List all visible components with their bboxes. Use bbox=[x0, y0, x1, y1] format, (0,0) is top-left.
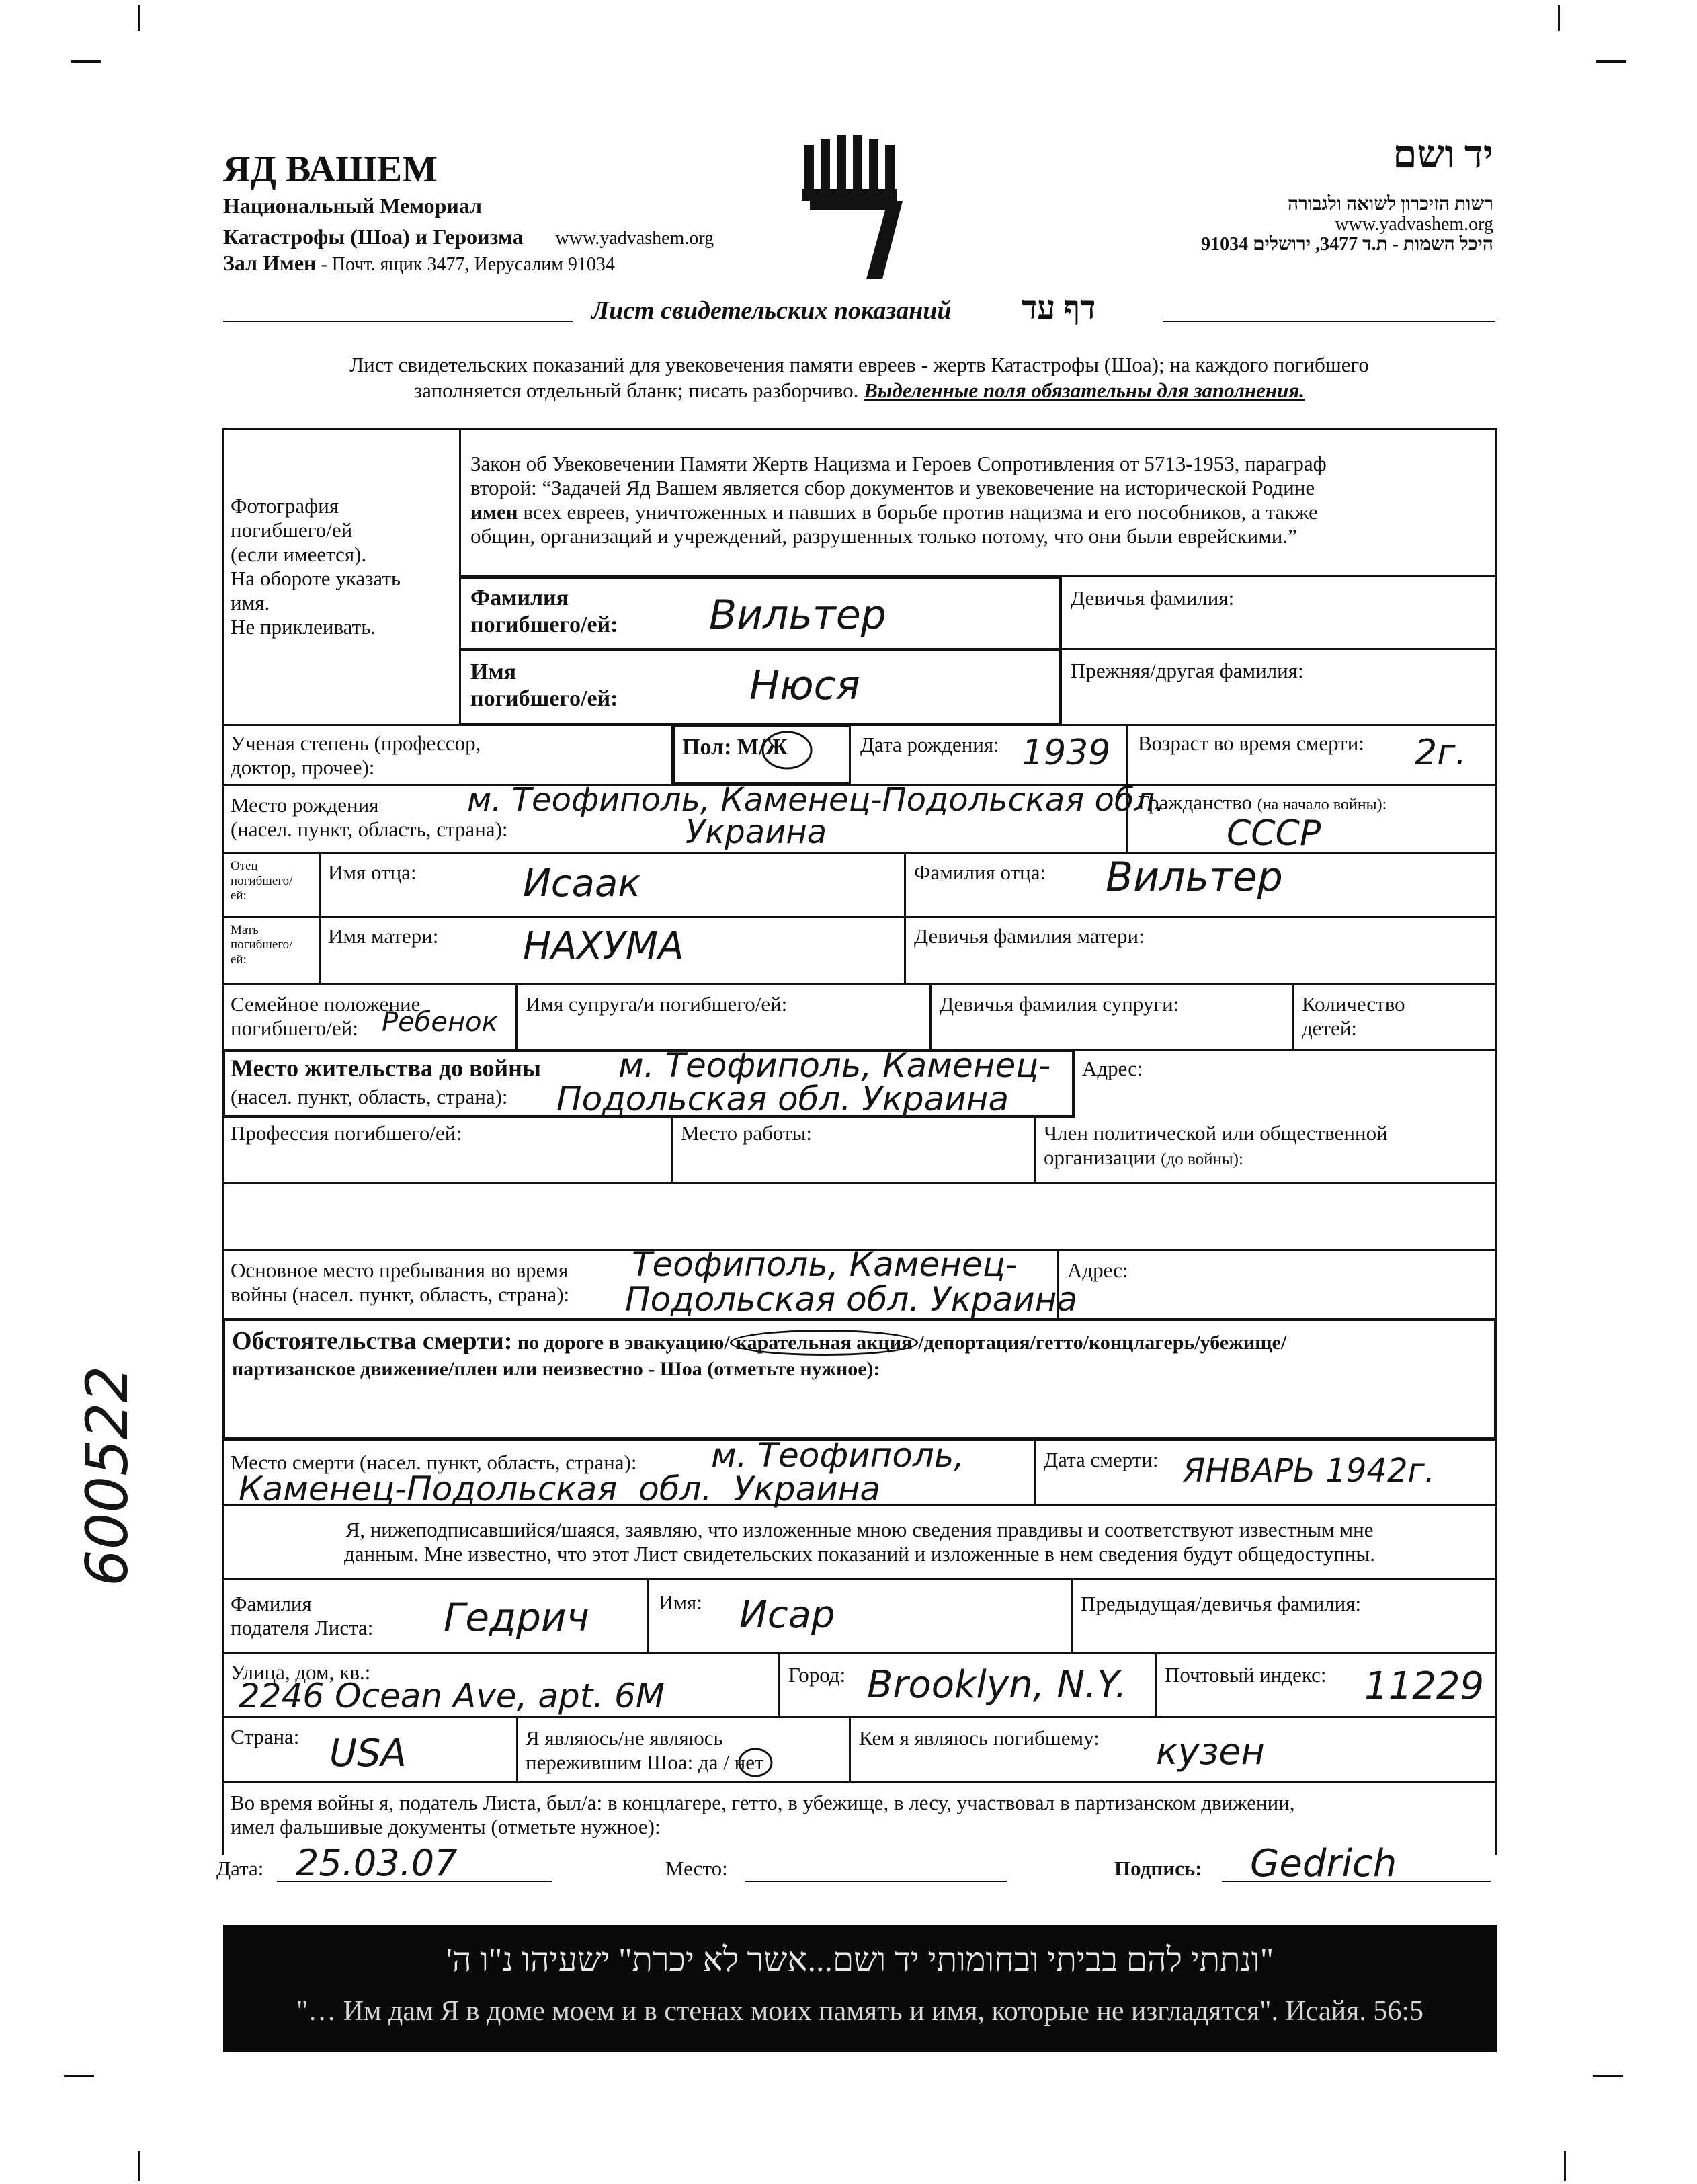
mother-name-label: Имя матери: bbox=[328, 924, 439, 948]
marital-label: Семейное положение погибшего/ей: bbox=[231, 992, 421, 1040]
father-name-value[interactable]: Исаак bbox=[523, 862, 641, 905]
age-value[interactable]: 2г. bbox=[1415, 733, 1466, 773]
intro-line2 bbox=[223, 378, 1495, 403]
relation-value[interactable]: кузен bbox=[1156, 1730, 1265, 1773]
citizenship-label: Гражданство (на начало войны): bbox=[1138, 791, 1387, 814]
org-line2-ru bbox=[223, 224, 714, 251]
survivor-label: Я являюсь/не являюсь пережившим Шоа: да / нет bbox=[526, 1726, 764, 1774]
victim-name-value[interactable]: Нюся bbox=[749, 662, 860, 709]
country-value[interactable]: USA bbox=[329, 1732, 407, 1775]
dob-value[interactable]: 1939 bbox=[1022, 733, 1111, 773]
war-question: Во время войны я, податель Листа, был/а: в концлагере, гетто, в убежище, в лесу, участвовал в партизанском движении, имел фальшивые документы (отметьте нужное): bbox=[231, 1791, 1295, 1838]
wartime-value-line2[interactable]: Подольская обл. Украина bbox=[625, 1280, 1078, 1319]
crop-mark bbox=[138, 5, 140, 31]
children-label: Количество детей: bbox=[1302, 992, 1405, 1040]
city-label: Город: bbox=[788, 1663, 846, 1687]
intro-line2-emphasis: Выделенные поля обязательны для заполнения. bbox=[864, 378, 1305, 402]
footer-signature-label: Подпись: bbox=[1114, 1857, 1202, 1880]
submitter-prev-name-label: Предыдущая/девичья фамилия: bbox=[1081, 1592, 1362, 1615]
victim-name-label: Имя погибшего/ей: bbox=[470, 659, 618, 711]
other-name-label: Прежняя/другая фамилия: bbox=[1071, 659, 1304, 682]
crop-mark bbox=[64, 2075, 94, 2077]
mother-maiden-label: Девичья фамилия матери: bbox=[914, 924, 1145, 948]
gender-circle-mark bbox=[759, 729, 815, 772]
title-rule-left bbox=[223, 321, 573, 322]
birthplace-label: Место рождения (насел. пункт, область, страна): bbox=[231, 793, 508, 841]
victim-surname-value[interactable]: Вильтер bbox=[709, 592, 886, 639]
death-place-value-line2[interactable]: Каменец-Подольская обл. Украина bbox=[239, 1469, 881, 1508]
death-date-value[interactable]: ЯНВАРЬ 1942г. bbox=[1183, 1452, 1435, 1490]
mother-side-label: Мать погибшего/ ей: bbox=[231, 923, 293, 967]
crop-mark bbox=[1558, 5, 1560, 31]
relation-label: Кем я являюсь погибшему: bbox=[859, 1726, 1100, 1750]
residence-label-small: (насел. пункт, область, страна): bbox=[231, 1085, 508, 1108]
father-side-label: Отец погибшего/ ей: bbox=[231, 859, 293, 903]
mother-name-value[interactable]: НАХУМА bbox=[523, 924, 684, 968]
website-left[interactable]: www.yadvashem.org bbox=[555, 228, 714, 249]
death-place-label: Место смерти (насел. пункт, область, страна): bbox=[231, 1451, 637, 1474]
yad-vashem-logo-icon bbox=[796, 131, 911, 282]
wartime-label: Основное место пребывания во время войны (насел. пункт, область, страна): bbox=[231, 1258, 570, 1306]
quote-banner bbox=[223, 1925, 1497, 2052]
dob-label: Дата рождения: bbox=[860, 733, 999, 756]
intro-line1: Лист свидетельских показаний для увековечения памяти евреев - жертв Катастрофы (Шоа); на каждого погибшего bbox=[349, 353, 1369, 376]
org-name-he: יד ושם bbox=[1393, 132, 1493, 176]
residence-value-line2[interactable]: Подольская обл. Украина bbox=[556, 1080, 1009, 1119]
city-value[interactable]: Brooklyn, N.Y. bbox=[867, 1663, 1127, 1707]
crop-mark bbox=[1596, 60, 1626, 63]
death-date-label: Дата смерти: bbox=[1044, 1448, 1159, 1471]
intro-line2-plain: заполняется отдельный бланк; писать разборчиво. bbox=[413, 378, 864, 402]
footer-date-value[interactable]: 25.03.07 bbox=[296, 1842, 458, 1884]
footer-place-label: Место: bbox=[665, 1857, 728, 1880]
street-label: Улица, дом, кв.: bbox=[231, 1660, 371, 1684]
zip-label: Почтовый индекс: bbox=[1165, 1663, 1327, 1687]
crop-mark bbox=[1564, 2151, 1566, 2181]
father-name-label: Имя отца: bbox=[328, 860, 417, 884]
wartime-value-line1[interactable]: Теофиполь, Каменец- bbox=[632, 1245, 1018, 1284]
form-border-left bbox=[222, 428, 224, 1855]
residence-address-label: Адрес: bbox=[1082, 1057, 1143, 1080]
crop-mark bbox=[71, 60, 101, 63]
birthplace-value-line2[interactable]: Украина bbox=[686, 813, 827, 851]
org-name-ru: ЯД ВАШЕМ bbox=[223, 149, 438, 190]
circled-option[interactable]: карательная акция bbox=[730, 1330, 919, 1356]
org-line2-text: Катастрофы (Шоа) и Героизма bbox=[223, 225, 524, 249]
age-label: Возраст во время смерти: bbox=[1138, 731, 1364, 755]
crop-mark bbox=[1593, 2075, 1623, 2077]
wartime-address-label: Адрес: bbox=[1067, 1258, 1128, 1282]
street-value[interactable]: 2246 Ocean Ave, apt. 6M bbox=[239, 1676, 665, 1715]
form-border-top bbox=[222, 428, 1497, 430]
circumstances-line1: Обстоятельства смерти: по дороге в эвакуацию/ карательная акция /депортация/гетто/концлагерь/убежище/ bbox=[232, 1327, 1287, 1355]
org-line1-ru: Национальный Мемориал bbox=[223, 194, 483, 218]
profession-label: Профессия погибшего/ей: bbox=[231, 1121, 462, 1145]
membership-label: Член политической или общественной организации (до войны): bbox=[1044, 1121, 1388, 1169]
death-place-value-line1[interactable]: м. Теофиполь, bbox=[711, 1436, 965, 1475]
survivor-options[interactable]: да / нет bbox=[698, 1750, 764, 1774]
quote-ru: "… Им дам Я в доме моем и в стенах моих память и имя, которые не изгладятся". Исайя. 56:5 bbox=[296, 1996, 1424, 2027]
declaration-line2: данным. Мне известно, что этот Лист свидетельских показаний и изложенные в нем сведения будут общедоступны. bbox=[343, 1542, 1376, 1566]
footer-signature-value[interactable]: Gedrich bbox=[1250, 1842, 1397, 1886]
birthplace-value-line1[interactable]: м. Теофиполь, Каменец-Подольская обл. bbox=[467, 781, 1165, 819]
title-rule-right bbox=[1163, 321, 1495, 322]
form-title-ru: Лист свидетельских показаний bbox=[591, 296, 952, 325]
spouse-maiden-label: Девичья фамилия супруги: bbox=[940, 992, 1179, 1016]
address-bold: Зал Имен bbox=[223, 251, 317, 275]
submitter-surname-value[interactable]: Гедрич bbox=[444, 1594, 589, 1640]
crop-mark bbox=[138, 2151, 140, 2181]
spouse-label: Имя супруга/и погибшего/ей: bbox=[526, 992, 788, 1016]
citizenship-value[interactable]: СССР bbox=[1227, 813, 1321, 854]
submitter-surname-label: Фамилия подателя Листа: bbox=[231, 1592, 374, 1640]
victim-surname-label: Фамилия погибшего/ей: bbox=[470, 585, 618, 637]
submitter-name-value[interactable]: Исар bbox=[739, 1593, 835, 1637]
form-border-right bbox=[1495, 428, 1497, 1855]
footer-date-label: Дата: bbox=[216, 1857, 264, 1880]
margin-stamp-number: 600522 bbox=[74, 1365, 141, 1586]
form-title-he: דף עד bbox=[1022, 290, 1096, 326]
org-line1-he: רשות הזיכרון לשואה ולגבורה bbox=[1287, 194, 1493, 214]
address-he: היכל השמות - ת.ד 3477, ירושלים 91034 bbox=[1201, 234, 1493, 255]
residence-value-line1[interactable]: м. Теофиполь, Каменец- bbox=[618, 1046, 1051, 1085]
father-surname-label: Фамилия отца: bbox=[914, 860, 1046, 884]
address-ru bbox=[223, 250, 615, 278]
residence-label: Место жительства до войны bbox=[231, 1055, 541, 1082]
survivor-circle-mark bbox=[737, 1746, 774, 1779]
workplace-label: Место работы: bbox=[681, 1121, 812, 1145]
address-rest: - Почт. ящик 3477, Иерусалим 91034 bbox=[316, 254, 615, 275]
website-right[interactable]: www.yadvashem.org bbox=[1335, 214, 1493, 235]
degree-label: Ученая степень (профессор, доктор, прочее): bbox=[231, 731, 481, 779]
quote-he: "ונתתי להם בביתי ובחומותי יד ושם...אשר לא יכרת" ישעיהו נ"ו ה' bbox=[446, 1941, 1274, 1978]
zip-value[interactable]: 11229 bbox=[1364, 1664, 1485, 1708]
gender-label: Пол: М/Ж bbox=[682, 735, 788, 760]
declaration-line1: Я, нижеподписавшийся/шаяся, заявляю, что изложенные мною сведения правдивы и соответствуют известным мне bbox=[345, 1518, 1374, 1541]
maiden-name-label: Девичья фамилия: bbox=[1071, 586, 1235, 610]
photo-instructions: Фотография погибшего/ей (если имеется). На обороте указать имя. Не приклеивать. bbox=[231, 494, 401, 639]
submitter-name-label: Имя: bbox=[659, 1590, 702, 1614]
law-text: Закон об Увековечении Памяти Жертв Нацизма и Героев Сопротивления от 5713-1953, параграф второй: “Задачей Яд Вашем является сбор документов и увековечение на исторической Родине имен всех евреев, уничтоженных и павших в борьбе против нацизма и его пособников, а также общин, организаций и учреждений, разрушенных только потому, что они были еврейскими.” bbox=[470, 452, 1327, 548]
circumstances-line2: партизанское движение/плен или неизвестно - Шоа (отметьте нужное): bbox=[232, 1358, 880, 1380]
marital-value[interactable]: Ребенок bbox=[382, 1007, 498, 1038]
country-label: Страна: bbox=[231, 1725, 300, 1748]
father-surname-value[interactable]: Вильтер bbox=[1106, 854, 1283, 901]
